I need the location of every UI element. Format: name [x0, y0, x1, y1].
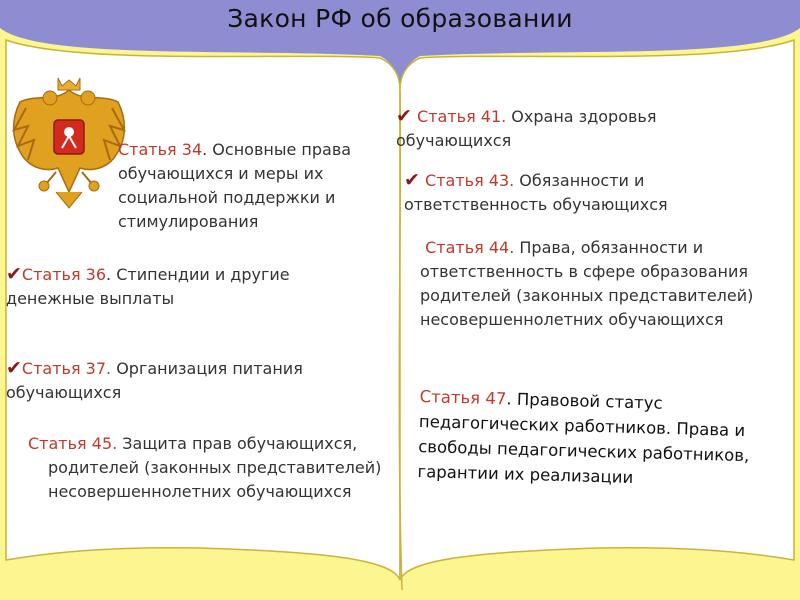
article-41-text: Охрана здоровья обучающихся — [396, 107, 657, 150]
check-icon: ✔ — [404, 169, 420, 191]
article-44-item — [420, 236, 790, 332]
article-45-label: Статья 45. — [28, 434, 118, 453]
article-45-item — [28, 432, 410, 504]
article-41-label: Статья 41. — [417, 107, 507, 126]
article-36-text: . Стипендии и другие денежные выплаты — [6, 265, 290, 308]
article-37-text: Организация питания обучающихся — [6, 359, 303, 402]
check-icon: ✔ — [396, 105, 412, 127]
article-44-text: Права, обязанности и ответственность в сфере образования родителей (законных представителей) несовершеннолетних обучающихся — [420, 238, 754, 329]
check-icon: ✔ — [6, 357, 22, 379]
article-44-label: Статья 44. — [425, 238, 515, 257]
article-34-item — [118, 138, 388, 234]
article-36-label: Статья 36 — [21, 265, 107, 284]
article-34-text: . Основные права обучающихся и меры их социальной поддержки и стимулирования — [118, 140, 352, 231]
article-47-item — [417, 384, 770, 494]
article-43-label: Статья 43. — [425, 171, 515, 190]
article-41-item — [396, 104, 696, 153]
article-43-text: Обязанности и ответственность обучающихся — [404, 171, 668, 214]
slide-title: Закон РФ об образовании — [227, 4, 573, 33]
article-37-label: Статья 37. — [21, 359, 112, 378]
coat-of-arms-icon — [6, 72, 132, 212]
article-47-label: Статья 47 — [419, 386, 507, 409]
article-45-text: Защита прав обучающихся, родителей (законных представителей) несовершеннолетних обучающихся — [48, 434, 382, 501]
article-43-item — [404, 168, 714, 217]
check-icon: ✔ — [6, 263, 22, 285]
article-36-item — [6, 262, 336, 311]
article-37-item — [6, 356, 336, 405]
article-34-label: Статья 34 — [118, 140, 203, 159]
article-47-text: . Правовой статус педагогических работников. Права и свободы педагогических работников, гарантии их реализации — [417, 389, 750, 487]
